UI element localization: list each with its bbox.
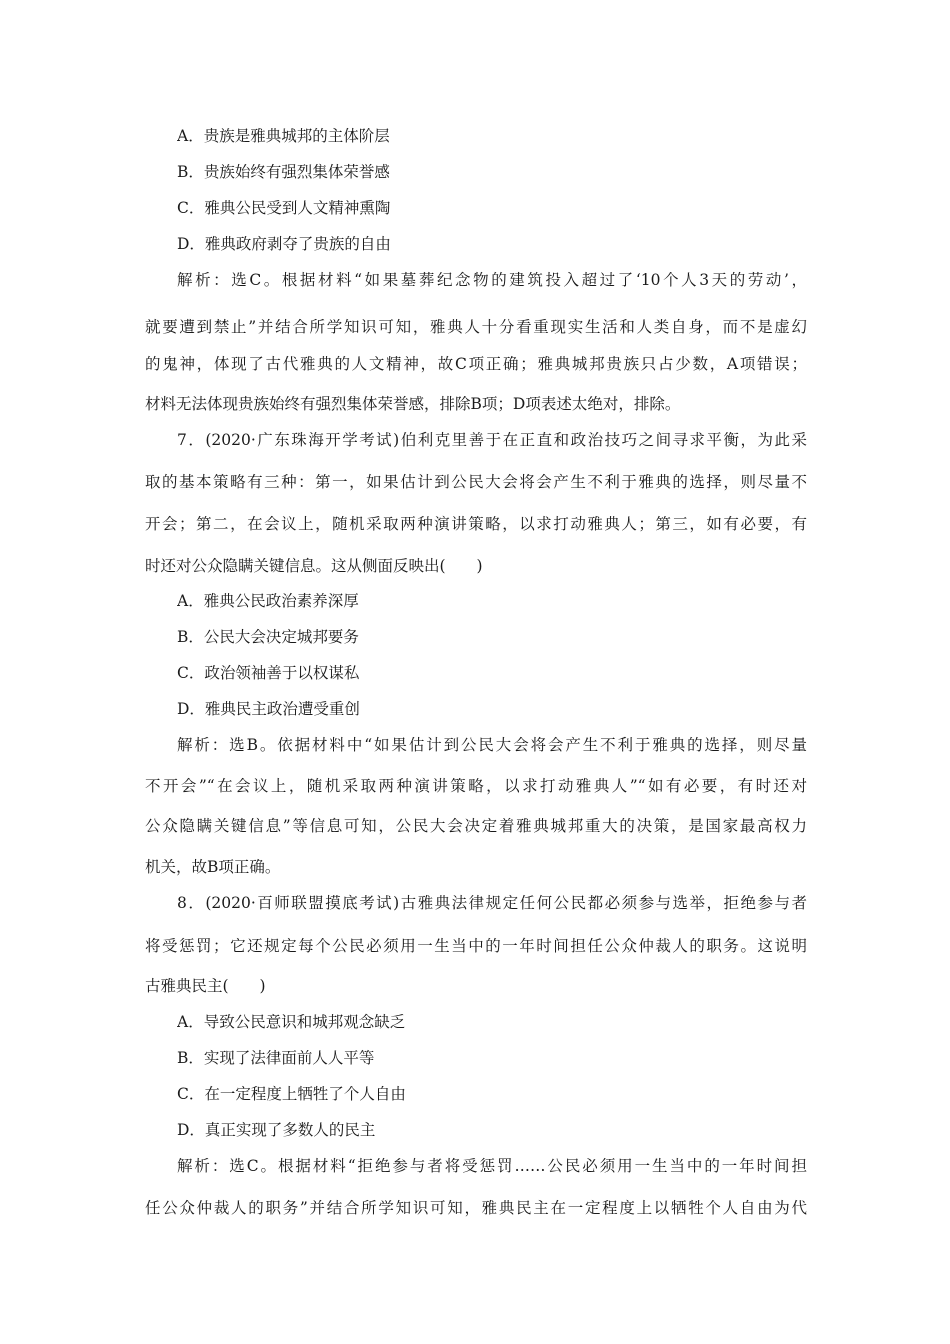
q7-option-d: D．雅典民主政治遭受重创	[177, 700, 360, 718]
q8-stem-line-2: 将受惩罚；它还规定每个公民必须用一生当中的一年时间担任公众仲裁人的职务。这说明	[145, 937, 807, 955]
q7-stem-line-4: 时还对公众隐瞒关键信息。这从侧面反映出( )	[145, 557, 483, 575]
q7-analysis-line-2: 不开会”“在会议上，随机采取两种演讲策略，以求打动雅典人”“如有必要，有时还对	[145, 777, 807, 795]
q6-option-a: A．贵族是雅典城邦的主体阶层	[177, 127, 390, 145]
q6-option-c: C．雅典公民受到人文精神熏陶	[177, 199, 391, 217]
q7-option-a: A．雅典公民政治素养深厚	[177, 592, 359, 610]
q8-option-b: B．实现了法律面前人人平等	[177, 1049, 375, 1067]
q7-option-b: B．公民大会决定城邦要务	[177, 628, 359, 646]
q8-analysis-line-1: 解析：选C。根据材料“拒绝参与者将受惩罚……公民必须用一生当中的一年时间担	[177, 1157, 807, 1175]
q8-stem-line-1: 8．(2020·百师联盟摸底考试)古雅典法律规定任何公民都必须参与选举，拒绝参与者	[177, 894, 807, 912]
q8-analysis-line-2: 任公众仲裁人的职务”并结合所学知识可知，雅典民主在一定程度上以牺牲个人自由为代	[145, 1199, 807, 1217]
q7-stem-line-2: 取的基本策略有三种：第一，如果估计到公民大会将会产生不利于雅典的选择，则尽量不	[145, 473, 807, 491]
q8-stem-line-3: 古雅典民主( )	[145, 977, 266, 995]
q7-analysis-line-3: 公众隐瞒关键信息”等信息可知，公民大会决定着雅典城邦重大的决策，是国家最高权力	[145, 817, 807, 835]
q7-stem-line-1: 7．(2020·广东珠海开学考试)伯利克里善于在正直和政治技巧之间寻求平衡，为此采	[177, 431, 807, 449]
q6-analysis-line-2: 就要遭到禁止”并结合所学知识可知，雅典人十分看重现实生活和人类自身，而不是虚幻	[145, 318, 807, 336]
q6-option-d: D．雅典政府剥夺了贵族的自由	[177, 235, 391, 253]
q7-option-c: C．政治领袖善于以权谋私	[177, 664, 360, 682]
q6-option-b: B．贵族始终有强烈集体荣誉感	[177, 163, 390, 181]
q6-analysis-line-3: 的鬼神，体现了古代雅典的人文精神，故C项正确；雅典城邦贵族只占少数，A项错误；	[145, 355, 807, 373]
q6-analysis-line-1: 解析：选C。根据材料“如果墓葬纪念物的建筑投入超过了‘10个人3天的劳动’，	[177, 271, 807, 289]
q8-option-c: C．在一定程度上牺牲了个人自由	[177, 1085, 406, 1103]
q7-analysis-line-4: 机关，故B项正确。	[145, 858, 281, 876]
q8-option-a: A．导致公民意识和城邦观念缺乏	[177, 1013, 406, 1031]
q6-analysis-line-4: 材料无法体现贵族始终有强烈集体荣誉感，排除B项；D项表述太绝对，排除。	[145, 395, 681, 413]
q8-option-d: D．真正实现了多数人的民主	[177, 1121, 376, 1139]
q7-stem-line-3: 开会；第二，在会议上，随机采取两种演讲策略，以求打动雅典人；第三，如有必要，有	[145, 515, 807, 533]
q7-analysis-line-1: 解析：选B。依据材料中“如果估计到公民大会将会产生不利于雅典的选择，则尽量	[177, 736, 807, 754]
